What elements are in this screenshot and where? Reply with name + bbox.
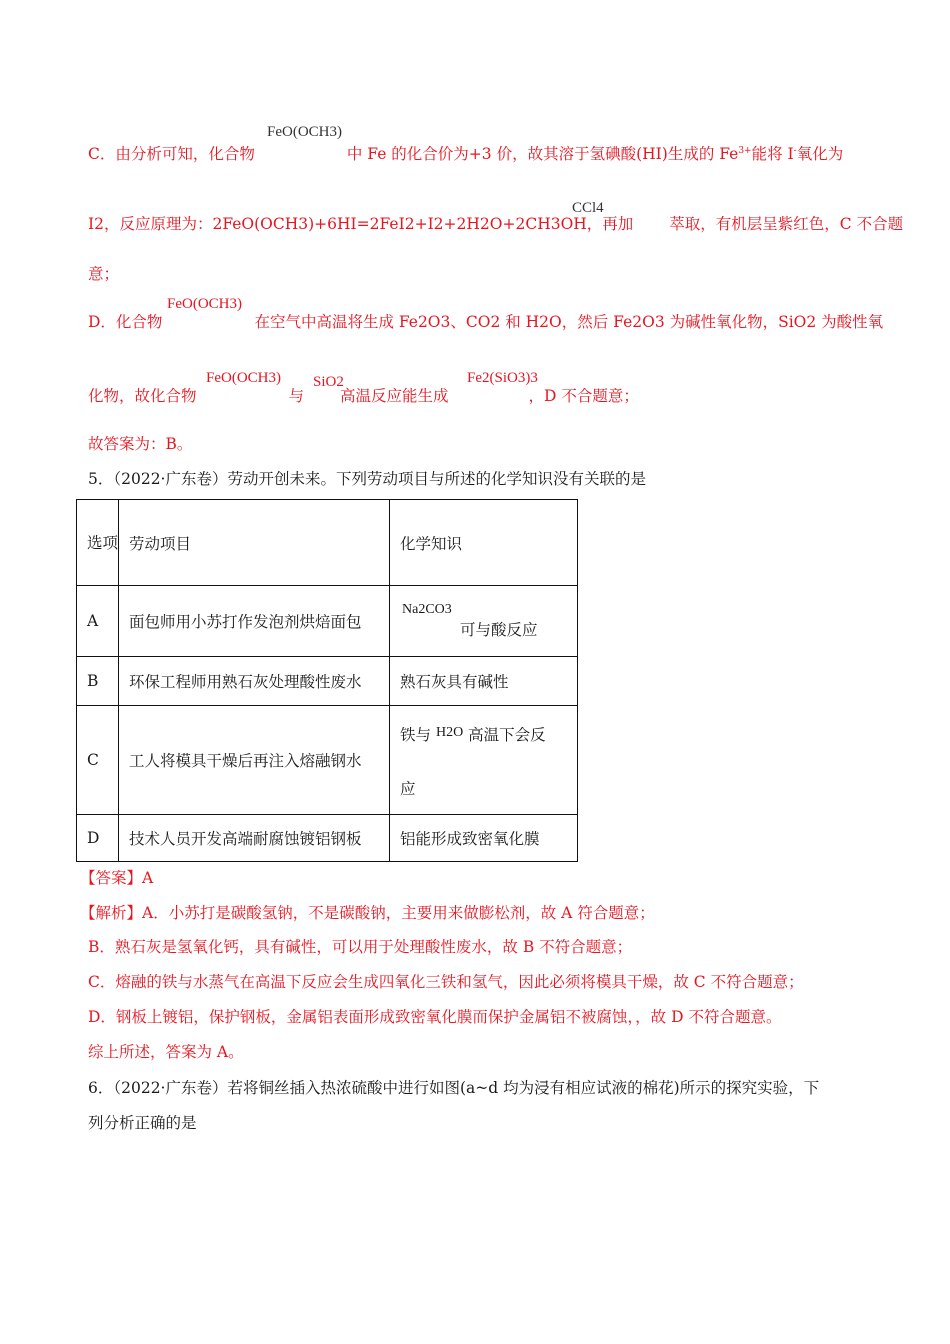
q5-table xyxy=(76,499,578,862)
formula-sio2: SiO2 xyxy=(313,374,344,390)
row-c-option: C xyxy=(77,706,119,815)
option-c-line1: C．由分析可知，化合物 中 Fe 的化合价为+3 价，故其溶于氢碘酸(HI)生成的 $Fe^{3+}$能将 I-氧化为 xyxy=(88,145,844,163)
q6-stem-line1: 6．（2022·广东卷）若将铜丝插入热浓硫酸中进行如图(a~d 均为浸有相应试液的棉花)所示的探究实验，下 xyxy=(88,1079,820,1097)
q5-answer: 【答案】A xyxy=(80,869,154,887)
formula-fe2sio33: Fe2(SiO3)3 xyxy=(467,370,538,386)
answer-b: 故答案为：B。 xyxy=(88,435,193,453)
formula-na2co3: Na2CO3 xyxy=(402,602,452,617)
row-d-option: D xyxy=(77,815,119,862)
row-a-knowledge: Na2CO3 可与酸反应 xyxy=(390,586,578,657)
q5-stem: 5．（2022·广东卷）劳动开创未来。下列劳动项目与所述的化学知识没有关联的是 xyxy=(88,470,646,488)
q5-analysis-d: D．钢板上镀铝，保护钢板，金属铝表面形成致密氧化膜而保护金属铝不被腐蚀，，故 D 不符合题意。 xyxy=(88,1008,782,1026)
table-header-row xyxy=(77,500,578,586)
option-c-line3: 意； xyxy=(88,265,120,283)
formula-feoch3-c: FeO(OCH3) xyxy=(267,124,342,140)
table-row xyxy=(77,706,578,815)
q5-analysis-b: B．熟石灰是氢氧化钙，具有碱性，可以用于处理酸性废水，故 B 不符合题意； xyxy=(88,938,633,956)
header-option: 选项 xyxy=(77,500,119,586)
q5-analysis-a: 【解析】A．小苏打是碳酸氢钠，不是碳酸钠，主要用来做膨松剂，故 A 符合题意； xyxy=(80,904,655,922)
formula-ccl4: CCl4 xyxy=(572,200,604,216)
row-d-knowledge: 铝能形成致密氧化膜 xyxy=(390,815,578,862)
row-a-item: 面包师用小苏打作发泡剂烘焙面包 xyxy=(119,586,390,657)
option-c-line2: I2，反应原理为：2FeO(OCH3)+6HI=2FeI2+I2+2H2O+2CH3OH，再加 萃取，有机层呈紫红色，C 不合题 xyxy=(88,215,904,233)
q6-stem-line2: 列分析正确的是 xyxy=(88,1114,197,1132)
header-knowledge: 化学知识 xyxy=(390,500,578,586)
formula-feoch3-d: FeO(OCH3) xyxy=(167,296,242,312)
formula-h2o: H2O xyxy=(435,725,464,740)
header-labor: 劳动项目 xyxy=(119,500,390,586)
option-d-line1: D．化合物 在空气中高温将生成 Fe2O3、CO2 和 H2O，然后 Fe2O3 为碱性氧化物，SiO2 为酸性氧 xyxy=(88,313,884,331)
row-c-knowledge: 铁与 H2O 高温下会反 应 xyxy=(390,706,578,815)
row-d-item: 技术人员开发高端耐腐蚀镀铝钢板 xyxy=(119,815,390,862)
q5-summary: 综上所述，答案为 A。 xyxy=(88,1043,244,1061)
table-row xyxy=(77,657,578,706)
q5-analysis-c: C．熔融的铁与水蒸气在高温下反应会生成四氧化三铁和氢气，因此必须将模具干燥，故 C 不符合题意； xyxy=(88,973,804,991)
table-row xyxy=(77,586,578,657)
row-b-knowledge: 熟石灰具有碱性 xyxy=(390,657,578,706)
row-b-option: B xyxy=(77,657,119,706)
formula-feoch3-d2: FeO(OCH3) xyxy=(206,370,281,386)
table-row xyxy=(77,815,578,862)
option-d-line2: 化物，故化合物 与 高温反应能生成 ，D 不合题意； xyxy=(88,387,639,405)
row-c-item: 工人将模具干燥后再注入熔融钢水 xyxy=(119,706,390,815)
row-a-option: A xyxy=(77,586,119,657)
row-b-item: 环保工程师用熟石灰处理酸性废水 xyxy=(119,657,390,706)
